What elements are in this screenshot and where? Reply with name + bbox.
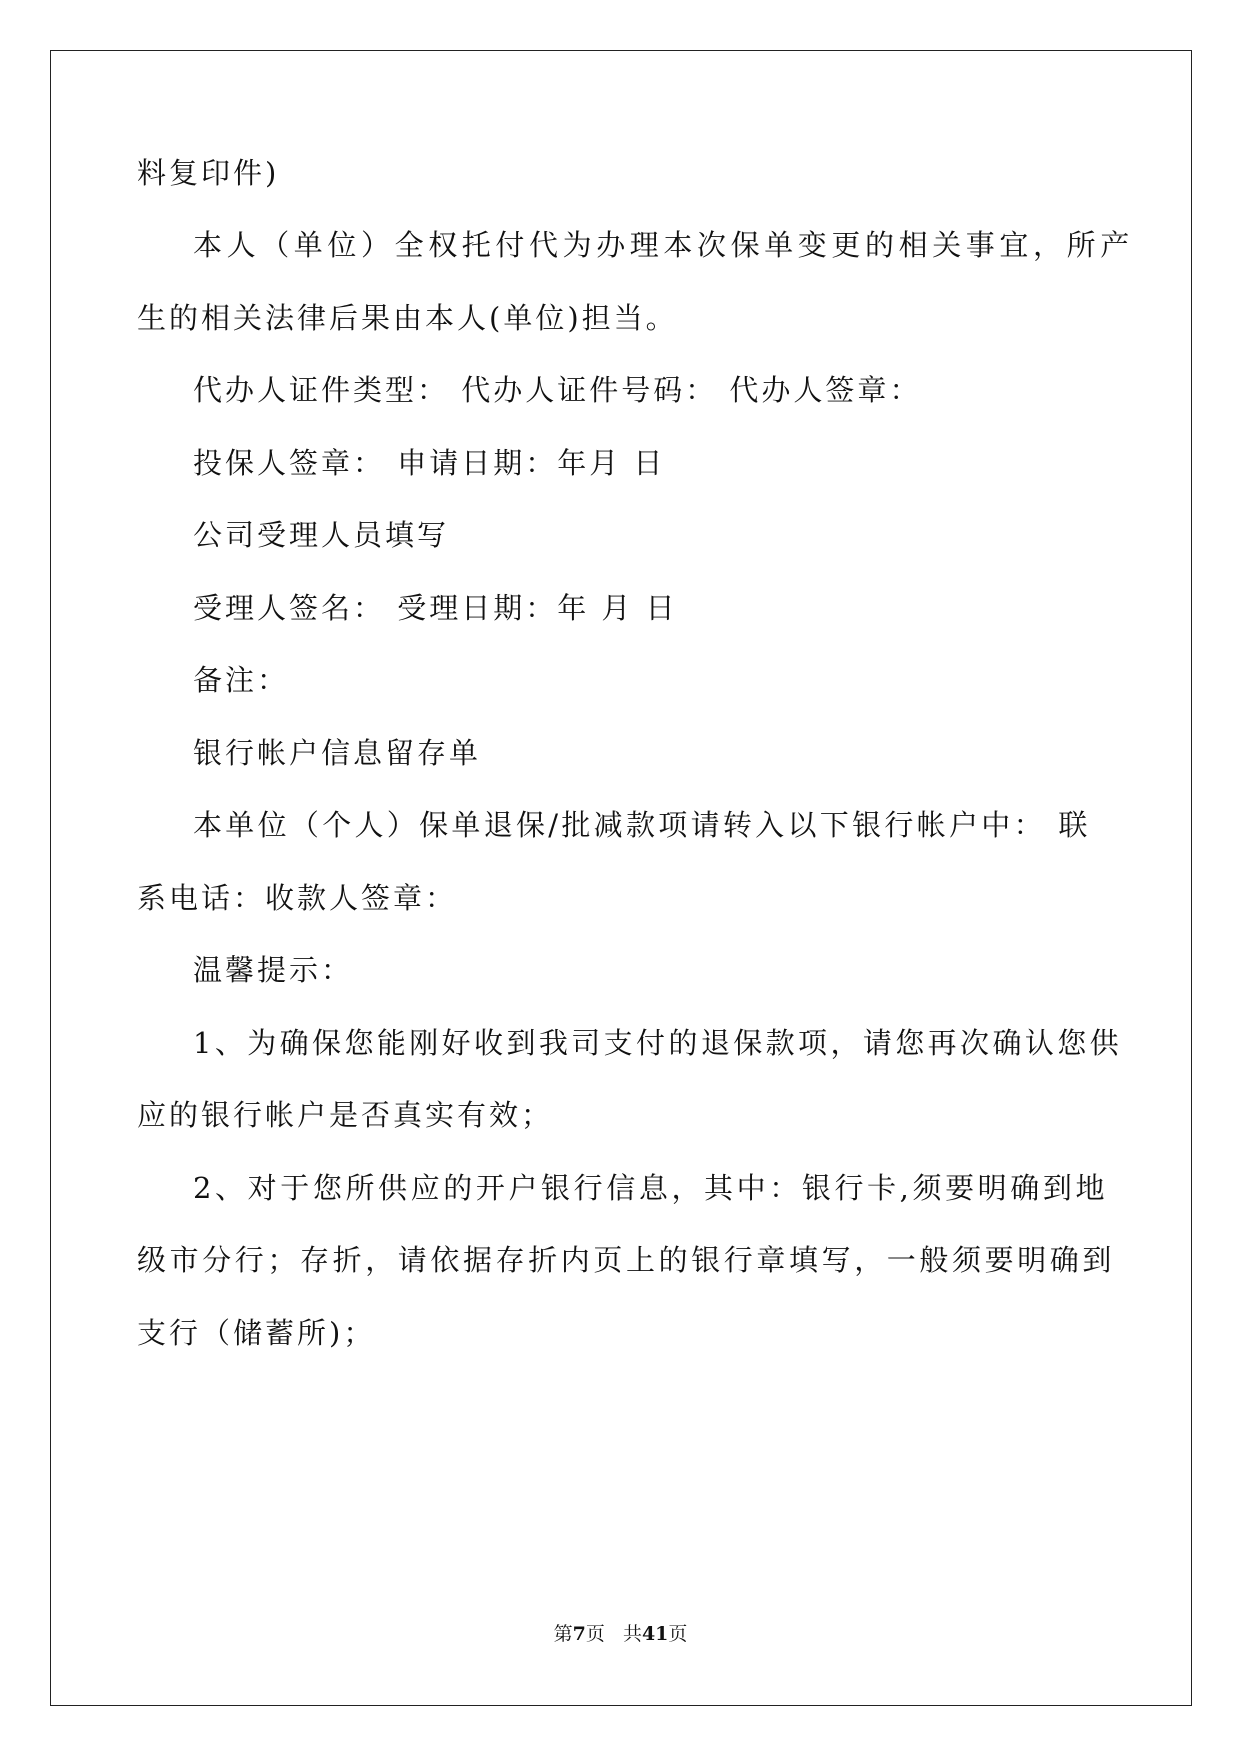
paragraph-line: 本人（单位）全权托付代为办理本次保单变更的相关事宜，所产 bbox=[193, 228, 1134, 262]
paragraph-line: 生的相关法律后果由本人(单位)担当。 bbox=[137, 301, 678, 335]
page-footer bbox=[0, 1622, 1241, 1646]
paragraph-line: 级市分行；存折，请依据存折内页上的银行章填写，一般须要明确到 bbox=[137, 1243, 1116, 1277]
footer-total-pages: 41 bbox=[641, 1623, 669, 1645]
paragraph-line: 1、为确保您能刚好收到我司支付的退保款项，请您再次确认您供 bbox=[193, 1026, 1123, 1060]
paragraph-line: 系电话：收款人签章： bbox=[137, 881, 458, 915]
paragraph-line: 温馨提示： bbox=[193, 953, 354, 987]
paragraph-line: 银行帐户信息留存单 bbox=[193, 736, 482, 770]
paragraph-line: 受理人签名： 受理日期：年 月 日 bbox=[193, 591, 678, 625]
paragraph-line: 投保人签章： 申请日期：年月 日 bbox=[193, 446, 666, 480]
footer-prefix: 第 bbox=[553, 1623, 573, 1645]
footer-suffix: 页 bbox=[668, 1623, 688, 1645]
paragraph-line: 备注： bbox=[193, 663, 290, 697]
footer-middle: 页 共 bbox=[585, 1623, 642, 1645]
paragraph-line: 本单位（个人）保单退保/批减款项请转入以下银行帐户中： 联 bbox=[193, 808, 1091, 842]
paragraph-line: 支行（储蓄所)； bbox=[137, 1316, 376, 1350]
paragraph-line: 代办人证件类型： 代办人证件号码： 代办人签章： bbox=[193, 373, 922, 407]
paragraph-line: 料复印件) bbox=[137, 156, 280, 190]
footer-page-number: 7 bbox=[572, 1623, 586, 1645]
paragraph-line: 应的银行帐户是否真实有效； bbox=[137, 1098, 554, 1132]
paragraph-line: 2、对于您所供应的开户银行信息，其中：银行卡,须要明确到地 bbox=[193, 1171, 1109, 1205]
paragraph-line: 公司受理人员填写 bbox=[193, 518, 450, 552]
